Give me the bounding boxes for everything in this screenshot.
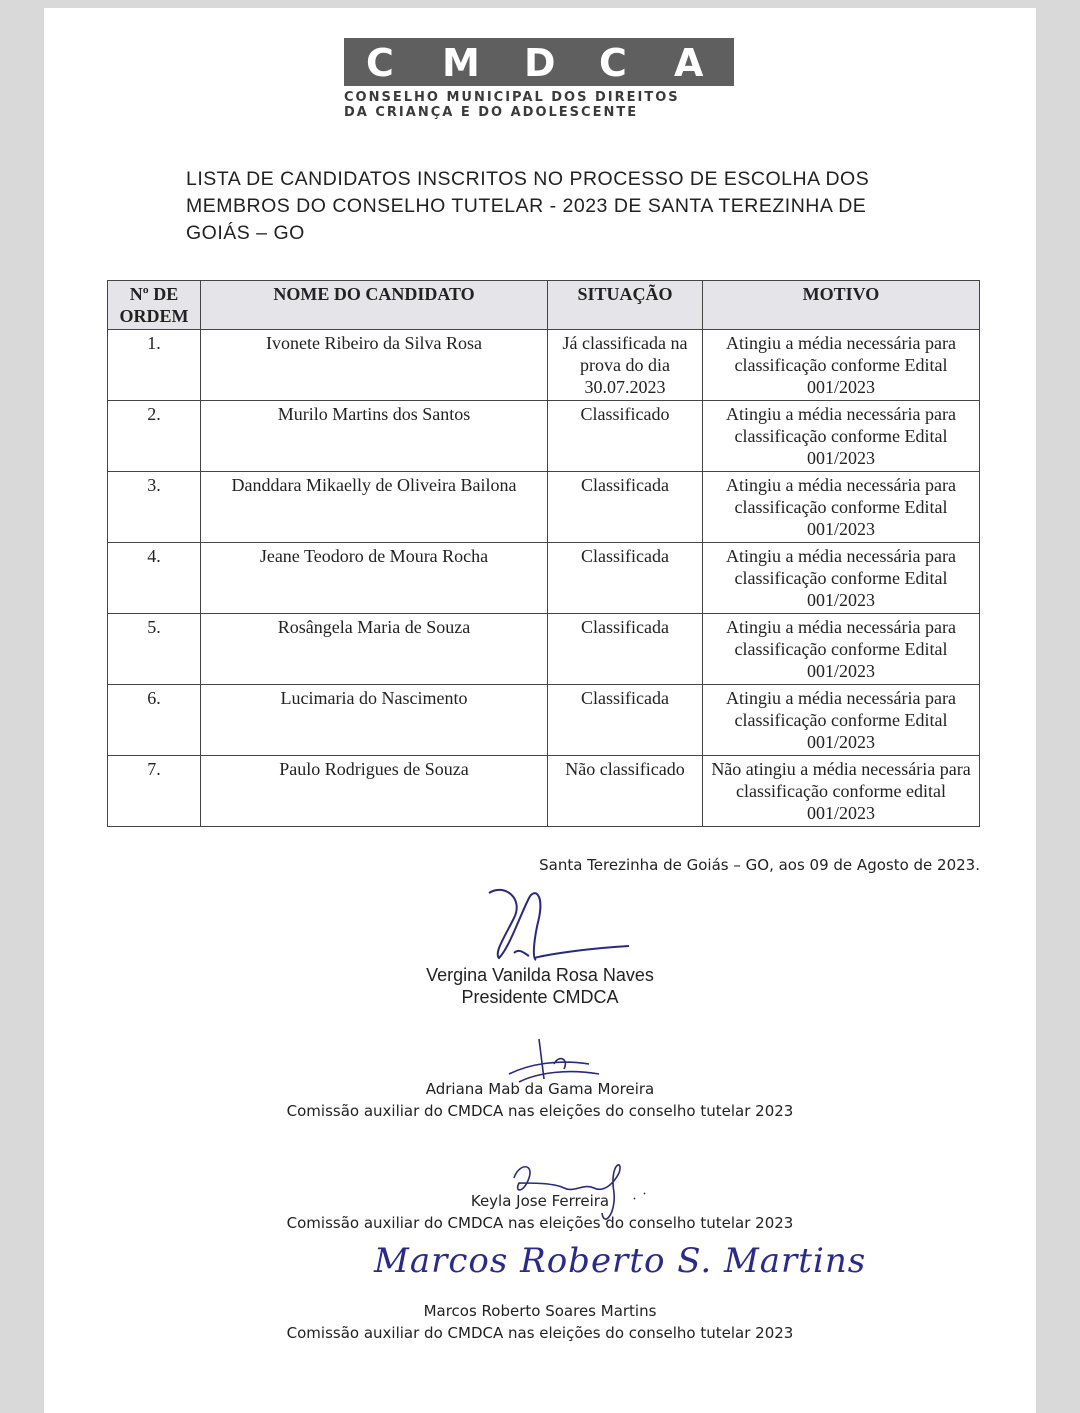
cell-situation: Classificada: [548, 685, 703, 756]
logo-letter-m: M: [442, 41, 480, 85]
signer-name: Vergina Vanilda Rosa Naves: [426, 965, 654, 985]
cell-situation: Não classificado: [548, 756, 703, 827]
table-row: [108, 401, 980, 472]
cell-name: Lucimaria do Nascimento: [201, 685, 548, 756]
header-reason: MOTIVO: [703, 281, 980, 330]
cmdca-logo: [344, 38, 744, 122]
table-row: [108, 685, 980, 756]
signature-block-president: [44, 964, 1036, 1008]
cell-reason: Atingiu a média necessária para classificação conforme Edital 001/2023: [703, 614, 980, 685]
cell-situation: Classificada: [548, 543, 703, 614]
cell-reason: Atingiu a média necessária para classificação conforme Edital 001/2023: [703, 472, 980, 543]
signature-block-adriana: [44, 1078, 1036, 1122]
signer-role: Presidente CMDCA: [461, 987, 619, 1007]
logo-letter-c: C: [366, 41, 394, 85]
signature-president: [474, 878, 634, 968]
logo-letter-a: A: [674, 41, 704, 85]
logo-banner: [344, 38, 734, 86]
logo-letter-c2: C: [599, 41, 627, 85]
cell-order: 1.: [108, 330, 201, 401]
cell-name: Rosângela Maria de Souza: [201, 614, 548, 685]
table-header-row: [108, 281, 980, 330]
cell-order: 6.: [108, 685, 201, 756]
title-line-2: MEMBROS DO CONSELHO TUTELAR - 2023 DE SANTA TEREZINHA DE: [186, 195, 867, 217]
cell-order: 5.: [108, 614, 201, 685]
cell-name: Jeane Teodoro de Moura Rocha: [201, 543, 548, 614]
signer-name: Keyla Jose Ferreira: [470, 1192, 610, 1210]
cell-reason: Atingiu a média necessária para classificação conforme Edital 001/2023: [703, 401, 980, 472]
signature-block-keyla: [44, 1190, 1036, 1234]
cell-reason: Atingiu a média necessária para classificação conforme Edital 001/2023: [703, 330, 980, 401]
document-title: [186, 166, 916, 247]
table-row: [108, 330, 980, 401]
cell-name: Murilo Martins dos Santos: [201, 401, 548, 472]
table-row: [108, 614, 980, 685]
logo-subtitle-line2: DA CRIANÇA E DO ADOLESCENTE: [344, 105, 639, 120]
table-row: [108, 472, 980, 543]
header-order: Nº DE ORDEM: [108, 281, 201, 330]
cell-situation: Classificada: [548, 472, 703, 543]
signer-role: Comissão auxiliar do CMDCA nas eleições do conselho tutelar 2023: [286, 1324, 794, 1342]
logo-letter-d: D: [524, 41, 556, 85]
signer-role: Comissão auxiliar do CMDCA nas eleições do conselho tutelar 2023: [286, 1102, 794, 1120]
signature-block-marcos: [44, 1300, 1036, 1344]
title-line-3: GOIÁS – GO: [186, 222, 305, 244]
document-page: [44, 8, 1036, 1413]
candidates-table: [107, 280, 980, 827]
table-row: [108, 543, 980, 614]
cell-order: 7.: [108, 756, 201, 827]
title-line-1: LISTA DE CANDIDATOS INSCRITOS NO PROCESSO DE ESCOLHA DOS: [186, 168, 870, 190]
cell-situation: Já classificada na prova do dia 30.07.2023: [548, 330, 703, 401]
header-situation: SITUAÇÃO: [548, 281, 703, 330]
signer-name: Marcos Roberto Soares Martins: [423, 1302, 657, 1320]
cell-reason: Atingiu a média necessária para classificação conforme Edital 001/2023: [703, 543, 980, 614]
cell-situation: Classificado: [548, 401, 703, 472]
signature-marcos: Marcos Roberto S. Martins: [374, 1241, 867, 1281]
logo-subtitle-line1: CONSELHO MUNICIPAL DOS DIREITOS: [344, 90, 680, 105]
cell-name: Paulo Rodrigues de Souza: [201, 756, 548, 827]
cell-name: Danddara Mikaelly de Oliveira Bailona: [201, 472, 548, 543]
header-name: NOME DO CANDIDATO: [201, 281, 548, 330]
cell-reason: Não atingiu a média necessária para classificação conforme edital 001/2023: [703, 756, 980, 827]
place-date: Santa Terezinha de Goiás – GO, aos 09 de Agosto de 2023.: [539, 856, 980, 874]
signer-name: Adriana Mab da Gama Moreira: [425, 1080, 655, 1098]
cell-order: 3.: [108, 472, 201, 543]
cell-order: 2.: [108, 401, 201, 472]
cell-situation: Classificada: [548, 614, 703, 685]
cell-reason: Atingiu a média necessária para classificação conforme Edital 001/2023: [703, 685, 980, 756]
cell-name: Ivonete Ribeiro da Silva Rosa: [201, 330, 548, 401]
table-row: [108, 756, 980, 827]
signer-role: Comissão auxiliar do CMDCA nas eleições do conselho tutelar 2023: [286, 1214, 794, 1232]
cell-order: 4.: [108, 543, 201, 614]
